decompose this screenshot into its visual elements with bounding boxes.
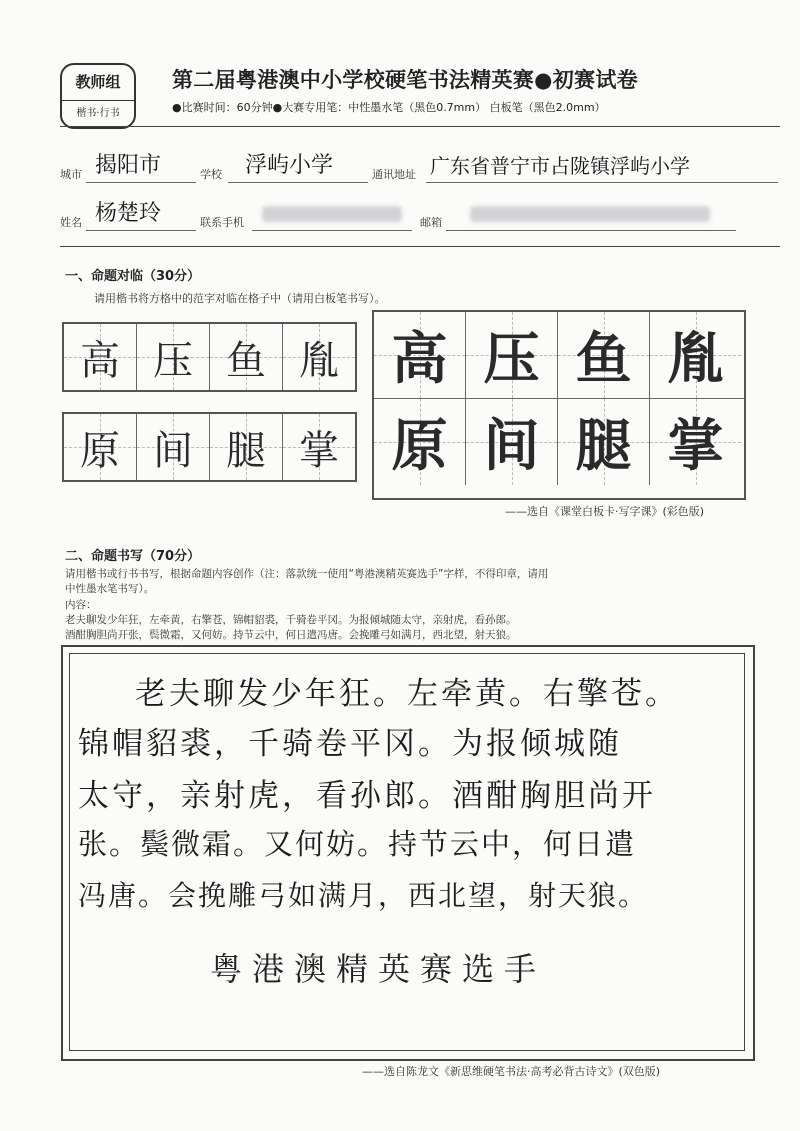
practice-cell[interactable]: 掌 xyxy=(283,414,355,480)
form-divider xyxy=(60,246,780,247)
section1-instruction: 请用楷书将方格中的范字对临在格子中（请用白板笔书写）。 xyxy=(94,292,386,305)
name-label: 姓名 xyxy=(60,216,82,229)
badge-sub-text: 楷书·行书 xyxy=(62,100,134,119)
teacher-group-badge xyxy=(60,63,136,129)
content-label: 内容： xyxy=(65,599,97,611)
essay-line-4: 张。鬓微霜。又何妨。持节云中，何日遣 xyxy=(78,827,637,861)
essay-line-2: 锦帽貂裘，千骑卷平冈。为报倾城随 xyxy=(78,726,622,762)
model-cell: 原 xyxy=(374,399,466,485)
content-line-2: 酒酣胸胆尚开张，鬓微霜，又何妨。持节云中，何日遣冯唐。会挽雕弓如满月，西北望，射天狼。 xyxy=(65,629,517,641)
model-cell: 高 xyxy=(374,312,466,398)
practice-cell[interactable]: 腿 xyxy=(210,414,283,480)
content-line-1: 老夫聊发少年狂，左牵黄，右擎苍，锦帽貂裘，千骑卷平冈。为报倾城随太守，亲射虎，看孙郎。 xyxy=(65,614,517,626)
section2-instruction-2: 中性墨水笔书写）。 xyxy=(65,583,155,595)
email-redacted xyxy=(470,206,710,222)
phone-underline xyxy=(252,230,412,231)
model-characters-frame xyxy=(372,310,746,500)
badge-main-text: 教师组 xyxy=(75,73,121,91)
email-label: 邮箱 xyxy=(420,216,442,229)
address-label: 通讯地址 xyxy=(372,168,416,181)
section1-heading: 一、命题对临（30分） xyxy=(65,269,201,284)
section1-source: ——选自《课堂白板卡·写字课》(彩色版) xyxy=(505,505,705,518)
practice-cell[interactable]: 原 xyxy=(64,414,137,480)
name-underline xyxy=(86,230,196,231)
school-label: 学校 xyxy=(200,168,222,181)
practice-cell[interactable]: 间 xyxy=(137,414,210,480)
practice-grid-row2[interactable] xyxy=(62,412,357,482)
school-underline xyxy=(228,182,368,183)
school-value[interactable]: 浮屿小学 xyxy=(245,153,334,178)
practice-cell[interactable]: 压 xyxy=(137,324,210,390)
name-value[interactable]: 杨楚玲 xyxy=(95,201,162,226)
model-cell: 鱼 xyxy=(558,312,650,398)
model-cell: 间 xyxy=(466,399,558,485)
city-underline xyxy=(86,182,196,183)
section2-instruction-1: 请用楷书或行书书写，根据命题内容创作（注：落款统一使用“粤港澳精英赛选手”字样，不得印章，请用 xyxy=(65,568,549,580)
address-value[interactable]: 广东省普宁市占陇镇浮屿小学 xyxy=(430,154,690,178)
model-cell: 腿 xyxy=(558,399,650,485)
model-grid-row2 xyxy=(374,399,744,485)
email-underline xyxy=(446,230,736,231)
phone-label: 联系手机 xyxy=(200,216,244,229)
essay-line-5: 冯唐。会挽雕弓如满月，西北望，射天狼。 xyxy=(78,879,649,912)
city-value[interactable]: 揭阳市 xyxy=(95,153,162,178)
section2-source: ——选自陈龙文《新思维硬笔书法·高考必背古诗文》(双色版) xyxy=(362,1065,661,1078)
signature: 粤港澳精英赛选手 xyxy=(210,950,547,988)
section2-heading: 二、命题书写（70分） xyxy=(65,549,201,564)
practice-cell[interactable]: 高 xyxy=(64,324,137,390)
phone-redacted xyxy=(262,206,402,222)
essay-line-3: 太守，亲射虎，看孙郎。酒酣胸胆尚开 xyxy=(78,778,656,814)
city-label: 城市 xyxy=(60,168,82,181)
header-divider xyxy=(60,126,780,127)
model-grid-row1 xyxy=(374,312,744,399)
practice-cell[interactable]: 胤 xyxy=(283,324,355,390)
competition-info: ●比赛时间：60分钟●大赛专用笔：中性墨水笔（黑色0.7mm） 白板笔（黑色2.0mm） xyxy=(172,101,606,114)
page-title: 第二届粤港澳中小学校硬笔书法精英赛●初赛试卷 xyxy=(172,68,638,92)
model-cell: 胤 xyxy=(650,312,741,398)
model-cell: 掌 xyxy=(650,399,741,485)
practice-cell[interactable]: 鱼 xyxy=(210,324,283,390)
practice-grid-row1[interactable] xyxy=(62,322,357,392)
address-underline xyxy=(426,182,778,183)
essay-line-1: 老夫聊发少年狂。左牵黄。右擎苍。 xyxy=(135,676,679,712)
model-cell: 压 xyxy=(466,312,558,398)
